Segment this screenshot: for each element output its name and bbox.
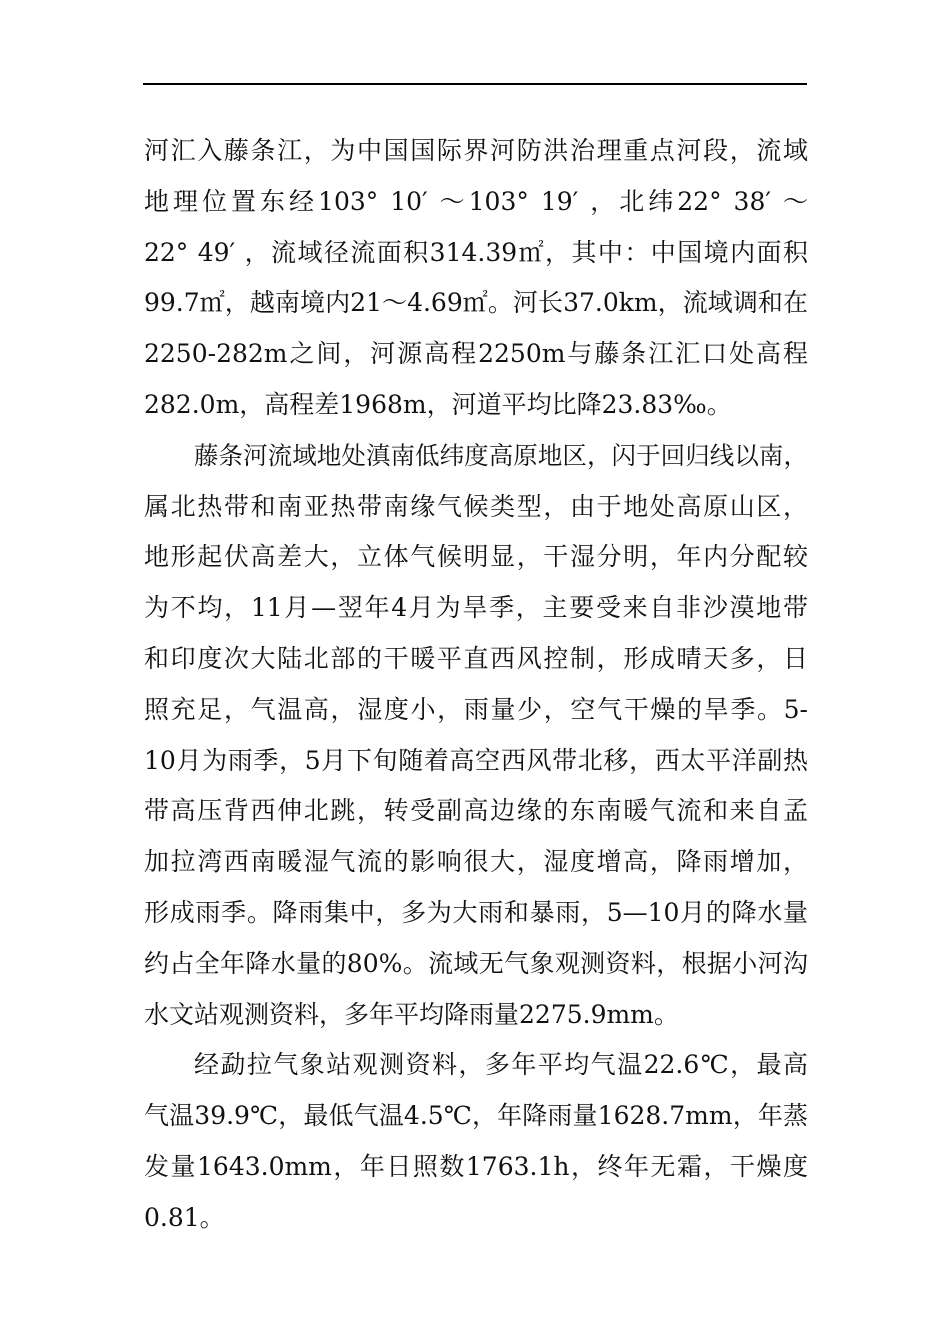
header-rule: [143, 83, 807, 85]
paragraph-2-line-7: 10月为雨季，5月下旬随着高空西风带北移，西太平洋副热: [144, 745, 808, 775]
paragraph-2-line-8: 带高压背西伸北跳，转受副高边缘的东南暖气流和来自孟: [144, 796, 808, 826]
paragraph-2-line-4: 为不均，11月—翌年4月为旱季，主要受来自非沙漠地带: [144, 593, 808, 623]
paragraph-2-line-2: 属北热带和南亚热带南缘气候类型，由于地处高原山区，: [144, 491, 808, 521]
paragraph-3-line-1: 经勐拉气象站观测资料，多年平均气温22.6℃，最高: [194, 1050, 808, 1080]
paragraph-1-line-6: 282.0m，高程差1968m，河道平均比降23.83‰。: [144, 389, 732, 419]
paragraph-3-line-2: 气温39.9℃，最低气温4.5℃，年降雨量1628.7mm，年蒸: [144, 1101, 808, 1131]
paragraph-1-line-3: 22° 49′ ，流域径流面积314.39㎡，其中：中国境内面积: [144, 237, 808, 267]
paragraph-2-line-1: 藤条河流域地处滇南低纬度高原地区，闪于回归线以南，: [194, 440, 808, 470]
paragraph-2-line-3: 地形起伏高差大，立体气候明显，干湿分明，年内分配较: [144, 542, 808, 572]
paragraph-1-line-4: 99.7㎡，越南境内21～4.69㎡。河长37.0km，流域调和在: [144, 288, 808, 318]
paragraph-1-line-2: 地理位置东经103° 10′ ～103° 19′ ，北纬22° 38′ ～: [144, 186, 808, 216]
paragraph-2-line-11: 约占全年降水量的80%。流域无气象观测资料，根据小河沟: [144, 948, 808, 978]
paragraph-2-line-12: 水文站观测资料，多年平均降雨量2275.9mm。: [144, 999, 679, 1029]
paragraph-3-line-3: 发量1643.0mm，年日照数1763.1h，终年无霜，干燥度: [144, 1151, 808, 1181]
paragraph-3-line-4: 0.81。: [144, 1202, 225, 1232]
paragraph-2-line-5: 和印度次大陆北部的干暖平直西风控制，形成晴天多，日: [144, 643, 808, 673]
paragraph-2-line-9: 加拉湾西南暖湿气流的影响很大，湿度增高，降雨增加，: [144, 847, 808, 877]
paragraph-2-line-6: 照充足，气温高，湿度小，雨量少，空气干燥的旱季。5-: [144, 694, 808, 724]
body-text: [144, 126, 808, 1244]
paragraph-1-line-5: 2250-282m之间，河源高程2250m与藤条江汇口处高程: [144, 339, 808, 369]
paragraph-1-line-1: 河汇入藤条江，为中国国际界河防洪治理重点河段，流域: [144, 136, 808, 165]
paragraph-2-line-10: 形成雨季。降雨集中，多为大雨和暴雨，5—10月的降水量: [144, 897, 808, 927]
